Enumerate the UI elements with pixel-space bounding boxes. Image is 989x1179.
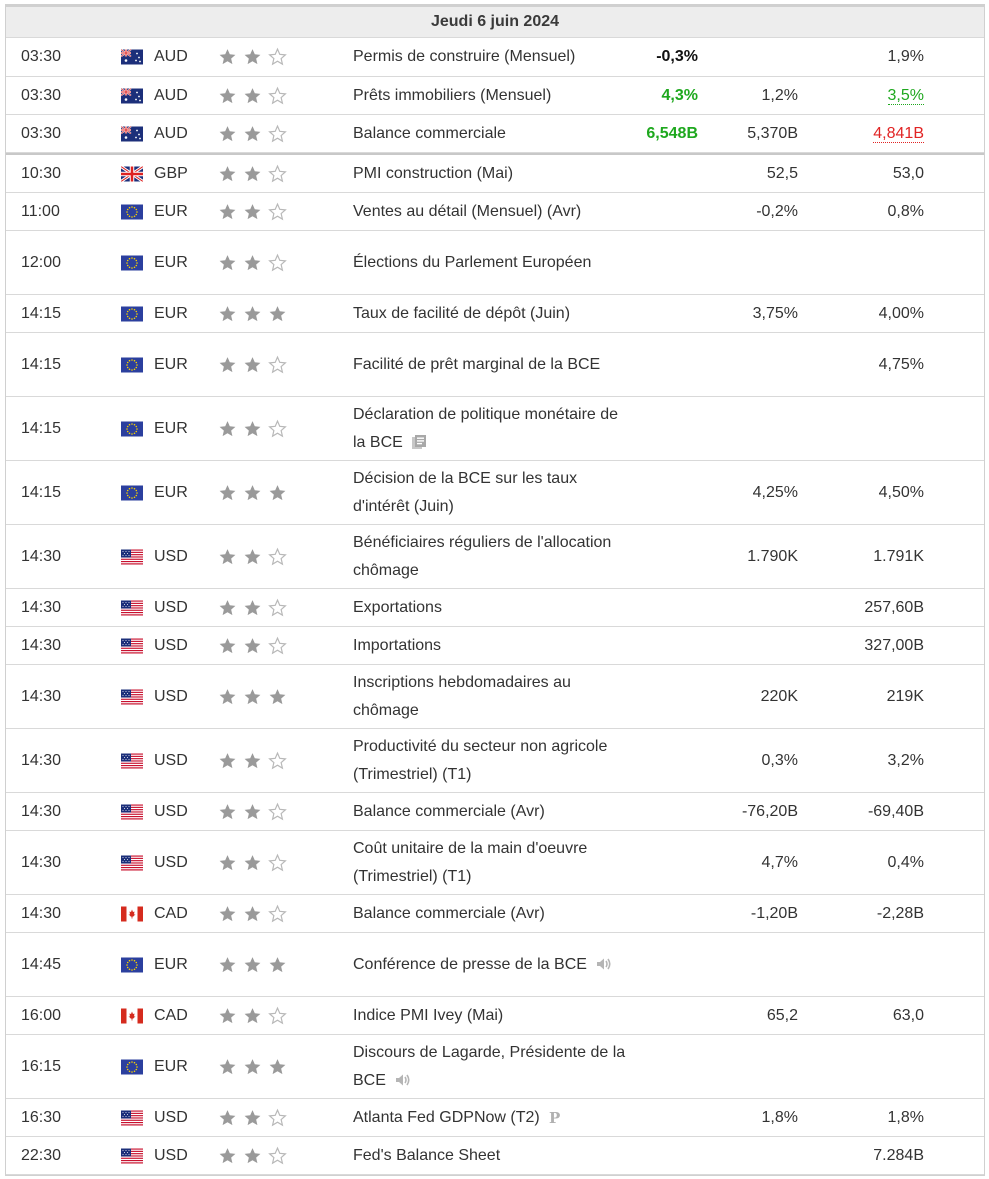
currency-code: EUR xyxy=(154,202,188,220)
event-time: 03:30 xyxy=(21,86,62,104)
star-filled-icon xyxy=(268,304,287,323)
star-filled-icon xyxy=(243,751,262,770)
previous-value xyxy=(868,803,924,821)
previous-value xyxy=(873,548,924,566)
star-empty-icon xyxy=(268,124,287,143)
star-filled-icon xyxy=(243,253,262,272)
star-filled-icon xyxy=(218,1006,237,1025)
event-row[interactable] xyxy=(6,461,984,525)
star-filled-icon xyxy=(218,124,237,143)
currency-code: EUR xyxy=(154,304,188,322)
previous-value xyxy=(888,48,924,66)
previous-value-text: 63,0 xyxy=(892,1006,924,1024)
star-filled-icon xyxy=(243,687,262,706)
event-time: 14:30 xyxy=(21,636,62,654)
event-row[interactable] xyxy=(6,831,984,895)
flag-us-icon xyxy=(121,638,143,653)
star-filled-icon xyxy=(218,636,237,655)
star-empty-icon xyxy=(268,751,287,770)
star-filled-icon xyxy=(243,1006,262,1025)
event-title[interactable]: Élections du Parlement Européen xyxy=(353,253,592,271)
previous-value xyxy=(873,125,924,143)
previous-value-text: 0,4% xyxy=(887,853,924,871)
importance-stars xyxy=(218,483,293,502)
forecast-value: -0,2% xyxy=(756,202,798,220)
flag-au-icon xyxy=(121,126,143,141)
event-title[interactable]: Prêts immobiliers (Mensuel) xyxy=(353,86,552,104)
previous-value-text: -2,28B xyxy=(876,904,924,922)
star-filled-icon xyxy=(243,124,262,143)
star-empty-icon xyxy=(268,636,287,655)
star-filled-icon xyxy=(243,1108,262,1127)
importance-stars xyxy=(218,304,293,323)
flag-gb-icon xyxy=(121,166,143,181)
event-row[interactable] xyxy=(6,665,984,729)
forecast-value: 220K xyxy=(760,687,798,705)
star-filled-icon xyxy=(268,955,287,974)
event-time: 14:30 xyxy=(21,687,62,705)
event-list xyxy=(6,38,984,1175)
previous-value-text: 4,00% xyxy=(878,304,924,322)
event-title[interactable]: Balance commerciale (Avr) xyxy=(353,904,545,922)
event-time: 14:30 xyxy=(21,904,62,922)
importance-stars xyxy=(218,636,293,655)
event-title[interactable]: Balance commerciale xyxy=(353,124,506,142)
event-time: 14:45 xyxy=(21,955,62,973)
speaker-icon[interactable] xyxy=(595,956,613,972)
flag-us-icon xyxy=(121,753,143,768)
forecast-value: 1,2% xyxy=(761,86,798,104)
star-empty-icon xyxy=(268,1108,287,1127)
event-row[interactable] xyxy=(6,793,984,831)
star-filled-icon xyxy=(218,202,237,221)
currency-code: USD xyxy=(154,598,188,616)
event-time: 14:30 xyxy=(21,853,62,871)
star-filled-icon xyxy=(218,1057,237,1076)
event-time: 14:30 xyxy=(21,751,62,769)
event-title[interactable]: Facilité de prêt marginal de la BCE xyxy=(353,355,601,373)
previous-value xyxy=(864,599,924,617)
star-filled-icon xyxy=(243,1146,262,1165)
event-title[interactable]: Coût unitaire de la main d'oeuvre (Trimestriel) (T1) xyxy=(353,839,588,885)
event-title[interactable]: Ventes au détail (Mensuel) (Avr) xyxy=(353,202,582,220)
star-filled-icon xyxy=(243,483,262,502)
star-empty-icon xyxy=(268,253,287,272)
flag-eu-icon xyxy=(121,421,143,436)
currency-code: CAD xyxy=(154,904,188,922)
star-filled-icon xyxy=(243,1057,262,1076)
forecast-value: 5,370B xyxy=(747,124,798,142)
importance-stars xyxy=(218,1006,293,1025)
event-title[interactable]: Balance commerciale (Avr) xyxy=(353,802,545,820)
star-empty-icon xyxy=(268,419,287,438)
event-title[interactable]: Exportations xyxy=(353,598,442,616)
event-title[interactable]: Importations xyxy=(353,636,442,654)
event-name[interactable] xyxy=(353,1142,633,1170)
event-title[interactable]: PMI construction (Mai) xyxy=(353,164,514,182)
star-filled-icon xyxy=(243,547,262,566)
preliminary-icon[interactable] xyxy=(548,1109,562,1125)
flag-eu-icon xyxy=(121,957,143,972)
importance-stars xyxy=(218,1146,293,1165)
event-title[interactable]: Taux de facilité de dépôt (Juin) xyxy=(353,304,571,322)
star-empty-icon xyxy=(268,86,287,105)
importance-stars xyxy=(218,1108,293,1127)
star-filled-icon xyxy=(243,355,262,374)
previous-value-text: 3,5% xyxy=(887,86,924,104)
importance-stars xyxy=(218,687,293,706)
star-empty-icon xyxy=(268,1146,287,1165)
flag-eu-icon xyxy=(121,306,143,321)
star-filled-icon xyxy=(243,202,262,221)
flag-au-icon xyxy=(121,50,143,65)
star-filled-icon xyxy=(218,1108,237,1127)
star-filled-icon xyxy=(243,86,262,105)
event-row[interactable] xyxy=(6,193,984,231)
event-row[interactable] xyxy=(6,295,984,333)
star-filled-icon xyxy=(218,598,237,617)
star-empty-icon xyxy=(268,802,287,821)
event-row[interactable] xyxy=(6,115,984,153)
currency-code: EUR xyxy=(154,1057,188,1075)
event-time: 16:00 xyxy=(21,1006,62,1024)
event-time: 14:30 xyxy=(21,802,62,820)
previous-value xyxy=(879,484,924,502)
previous-value xyxy=(888,1109,924,1127)
star-filled-icon xyxy=(218,853,237,872)
event-name[interactable] xyxy=(353,594,633,622)
previous-value xyxy=(873,1147,924,1165)
previous-value xyxy=(879,305,924,323)
event-time: 14:30 xyxy=(21,547,62,565)
previous-value-text: 1.791K xyxy=(873,547,924,565)
star-filled-icon xyxy=(243,802,262,821)
previous-value-text: 4,841B xyxy=(873,124,924,142)
event-row[interactable] xyxy=(6,589,984,627)
event-time: 22:30 xyxy=(21,1146,62,1164)
event-time: 14:15 xyxy=(21,355,62,373)
importance-stars xyxy=(218,419,293,438)
event-title[interactable]: Permis de construire (Mensuel) xyxy=(353,48,576,65)
event-row[interactable] xyxy=(6,1137,984,1175)
actual-value: 4,3% xyxy=(661,86,698,104)
event-name[interactable] xyxy=(353,401,633,457)
currency-code: AUD xyxy=(154,124,188,142)
event-title[interactable]: Indice PMI Ivey (Mai) xyxy=(353,1006,504,1024)
event-row[interactable] xyxy=(6,397,984,461)
event-time: 11:00 xyxy=(21,202,60,220)
star-filled-icon xyxy=(218,751,237,770)
star-filled-icon xyxy=(218,802,237,821)
previous-value-text: 257,60B xyxy=(864,598,924,616)
star-filled-icon xyxy=(218,253,237,272)
previous-value-text: 219K xyxy=(886,687,924,705)
forecast-value: 1,8% xyxy=(761,1108,798,1126)
star-filled-icon xyxy=(243,164,262,183)
previous-value xyxy=(877,905,924,923)
flag-ca-icon xyxy=(121,1008,143,1023)
star-filled-icon xyxy=(243,419,262,438)
importance-stars xyxy=(218,751,293,770)
star-empty-icon xyxy=(268,355,287,374)
previous-value-text: 0,8% xyxy=(887,202,924,220)
event-name[interactable] xyxy=(353,351,633,379)
event-title[interactable]: Productivité du secteur non agricole (Trimestriel) (T1) xyxy=(353,737,608,783)
currency-code: CAD xyxy=(154,1006,188,1024)
previous-value-text: 3,2% xyxy=(887,751,924,769)
importance-stars xyxy=(218,904,293,923)
previous-value xyxy=(879,356,924,374)
currency-code: EUR xyxy=(154,253,188,271)
event-name[interactable] xyxy=(353,733,633,789)
previous-value xyxy=(893,165,924,183)
forecast-value: 1.790K xyxy=(747,547,798,565)
event-time: 16:15 xyxy=(21,1057,62,1075)
star-filled-icon xyxy=(218,86,237,105)
event-row[interactable] xyxy=(6,729,984,793)
event-row[interactable] xyxy=(6,525,984,589)
star-filled-icon xyxy=(218,687,237,706)
flag-us-icon xyxy=(121,600,143,615)
currency-code: USD xyxy=(154,853,188,871)
importance-stars xyxy=(218,202,293,221)
importance-stars xyxy=(218,124,293,143)
star-filled-icon xyxy=(218,547,237,566)
event-title[interactable]: Déclaration de politique monétaire de la BCE xyxy=(353,405,619,451)
event-name[interactable] xyxy=(353,835,633,891)
event-title[interactable]: Atlanta Fed GDPNow (T2) xyxy=(353,1108,540,1126)
previous-value-text: 1,9% xyxy=(887,48,924,65)
event-time: 12:00 xyxy=(21,253,62,271)
currency-code: AUD xyxy=(154,86,188,104)
currency-code: USD xyxy=(154,687,188,705)
flag-au-icon xyxy=(121,88,143,103)
event-time: 16:30 xyxy=(21,1108,62,1126)
forecast-value: 4,25% xyxy=(752,483,798,501)
flag-eu-icon xyxy=(121,485,143,500)
event-name[interactable] xyxy=(353,1104,633,1132)
currency-code: USD xyxy=(154,802,188,820)
star-filled-icon xyxy=(218,48,237,67)
star-empty-icon xyxy=(268,48,287,67)
forecast-value: 0,3% xyxy=(761,751,798,769)
event-name[interactable] xyxy=(353,798,633,826)
event-row[interactable] xyxy=(6,231,984,295)
forecast-value: 3,75% xyxy=(752,304,798,322)
event-time: 14:30 xyxy=(21,598,62,616)
importance-stars xyxy=(218,355,293,374)
event-name[interactable] xyxy=(353,951,633,979)
event-title[interactable]: Décision de la BCE sur les taux d'intérêt (Juin) xyxy=(353,469,578,515)
previous-value xyxy=(888,87,924,105)
event-row[interactable] xyxy=(6,997,984,1035)
star-empty-icon xyxy=(268,853,287,872)
event-name[interactable] xyxy=(353,900,633,928)
event-time: 03:30 xyxy=(21,124,62,142)
event-title[interactable]: Inscriptions hebdomadaires au chômage xyxy=(353,673,571,719)
forecast-value: -76,20B xyxy=(741,802,798,820)
event-name[interactable] xyxy=(353,82,633,110)
event-name[interactable] xyxy=(353,300,633,328)
currency-code: EUR xyxy=(154,483,188,501)
star-filled-icon xyxy=(218,955,237,974)
currency-code: USD xyxy=(154,1146,188,1164)
star-empty-icon xyxy=(268,598,287,617)
event-name[interactable] xyxy=(353,43,633,71)
star-filled-icon xyxy=(218,419,237,438)
star-filled-icon xyxy=(218,164,237,183)
actual-value: -0,3% xyxy=(656,48,698,65)
importance-stars xyxy=(218,253,293,272)
star-filled-icon xyxy=(268,1057,287,1076)
event-name[interactable] xyxy=(353,529,633,585)
flag-us-icon xyxy=(121,549,143,564)
currency-code: EUR xyxy=(154,955,188,973)
currency-code: EUR xyxy=(154,355,188,373)
flag-us-icon xyxy=(121,1110,143,1125)
forecast-value: -1,20B xyxy=(750,904,798,922)
event-row[interactable] xyxy=(6,333,984,397)
day-header: Jeudi 6 juin 2024 xyxy=(6,5,984,38)
flag-us-icon xyxy=(121,689,143,704)
event-title[interactable]: Conférence de presse de la BCE xyxy=(353,955,587,973)
currency-code: GBP xyxy=(154,164,188,182)
event-title[interactable]: Fed's Balance Sheet xyxy=(353,1146,501,1164)
event-name[interactable] xyxy=(353,249,633,277)
economic-calendar xyxy=(5,4,985,1176)
currency-code: USD xyxy=(154,1108,188,1126)
previous-value-text: 1,8% xyxy=(887,1108,924,1126)
star-filled-icon xyxy=(218,904,237,923)
flag-eu-icon xyxy=(121,357,143,372)
actual-value: 6,548B xyxy=(646,124,698,142)
event-time: 03:30 xyxy=(21,48,62,65)
speaker-icon[interactable] xyxy=(394,1072,412,1088)
event-row[interactable] xyxy=(6,627,984,665)
star-filled-icon xyxy=(268,687,287,706)
star-empty-icon xyxy=(268,202,287,221)
previous-value-text: 53,0 xyxy=(892,164,924,182)
star-filled-icon xyxy=(243,304,262,323)
flag-us-icon xyxy=(121,804,143,819)
svg-text:P: P xyxy=(548,1109,561,1126)
currency-code: EUR xyxy=(154,419,188,437)
star-filled-icon xyxy=(243,48,262,67)
event-row[interactable] xyxy=(6,933,984,997)
previous-value-text: 7.284B xyxy=(873,1146,924,1164)
event-time: 10:30 xyxy=(21,164,62,182)
previous-value xyxy=(887,688,924,706)
previous-value-text: -69,40B xyxy=(867,802,924,820)
event-row[interactable] xyxy=(6,1099,984,1137)
event-name[interactable] xyxy=(353,198,633,226)
event-row[interactable] xyxy=(6,38,984,77)
currency-code: AUD xyxy=(154,48,188,65)
star-filled-icon xyxy=(218,483,237,502)
event-time: 14:15 xyxy=(21,304,62,322)
flag-us-icon xyxy=(121,855,143,870)
flag-eu-icon xyxy=(121,255,143,270)
star-filled-icon xyxy=(218,355,237,374)
importance-stars xyxy=(218,164,293,183)
star-empty-icon xyxy=(268,547,287,566)
star-filled-icon xyxy=(268,483,287,502)
event-name[interactable] xyxy=(353,1039,633,1095)
event-name[interactable] xyxy=(353,120,633,148)
forecast-value: 4,7% xyxy=(761,853,798,871)
event-name[interactable] xyxy=(353,465,633,521)
star-filled-icon xyxy=(218,1146,237,1165)
event-row[interactable] xyxy=(6,153,984,193)
previous-value xyxy=(888,752,924,770)
importance-stars xyxy=(218,86,293,105)
flag-eu-icon xyxy=(121,204,143,219)
star-filled-icon xyxy=(218,304,237,323)
event-time: 14:15 xyxy=(21,483,62,501)
previous-value xyxy=(888,854,924,872)
previous-value-text: 327,00B xyxy=(864,636,924,654)
flag-ca-icon xyxy=(121,906,143,921)
importance-stars xyxy=(218,547,293,566)
document-icon[interactable] xyxy=(411,434,427,450)
star-filled-icon xyxy=(243,955,262,974)
flag-eu-icon xyxy=(121,1059,143,1074)
event-title[interactable]: Discours de Lagarde, Présidente de la BCE xyxy=(353,1043,626,1089)
star-empty-icon xyxy=(268,904,287,923)
star-empty-icon xyxy=(268,164,287,183)
event-row[interactable] xyxy=(6,895,984,933)
event-name[interactable] xyxy=(353,160,633,188)
previous-value xyxy=(888,203,924,221)
importance-stars xyxy=(218,955,293,974)
currency-code: USD xyxy=(154,636,188,654)
currency-code: USD xyxy=(154,751,188,769)
importance-stars xyxy=(218,48,293,67)
previous-value-text: 4,75% xyxy=(878,355,924,373)
forecast-value: 52,5 xyxy=(766,164,798,182)
event-row[interactable] xyxy=(6,1035,984,1099)
importance-stars xyxy=(218,1057,293,1076)
star-filled-icon xyxy=(243,853,262,872)
forecast-value: 65,2 xyxy=(766,1006,798,1024)
previous-value-text: 4,50% xyxy=(878,483,924,501)
importance-stars xyxy=(218,802,293,821)
previous-value xyxy=(864,637,924,655)
previous-value xyxy=(893,1007,924,1025)
star-filled-icon xyxy=(243,904,262,923)
event-title[interactable]: Bénéficiaires réguliers de l'allocation chômage xyxy=(353,533,612,579)
event-name[interactable] xyxy=(353,1002,633,1030)
event-name[interactable] xyxy=(353,669,633,725)
event-name[interactable] xyxy=(353,632,633,660)
star-filled-icon xyxy=(243,636,262,655)
event-row[interactable] xyxy=(6,77,984,115)
event-time: 14:15 xyxy=(21,419,62,437)
flag-us-icon xyxy=(121,1148,143,1163)
star-filled-icon xyxy=(243,598,262,617)
importance-stars xyxy=(218,853,293,872)
importance-stars xyxy=(218,598,293,617)
star-empty-icon xyxy=(268,1006,287,1025)
currency-code: USD xyxy=(154,547,188,565)
